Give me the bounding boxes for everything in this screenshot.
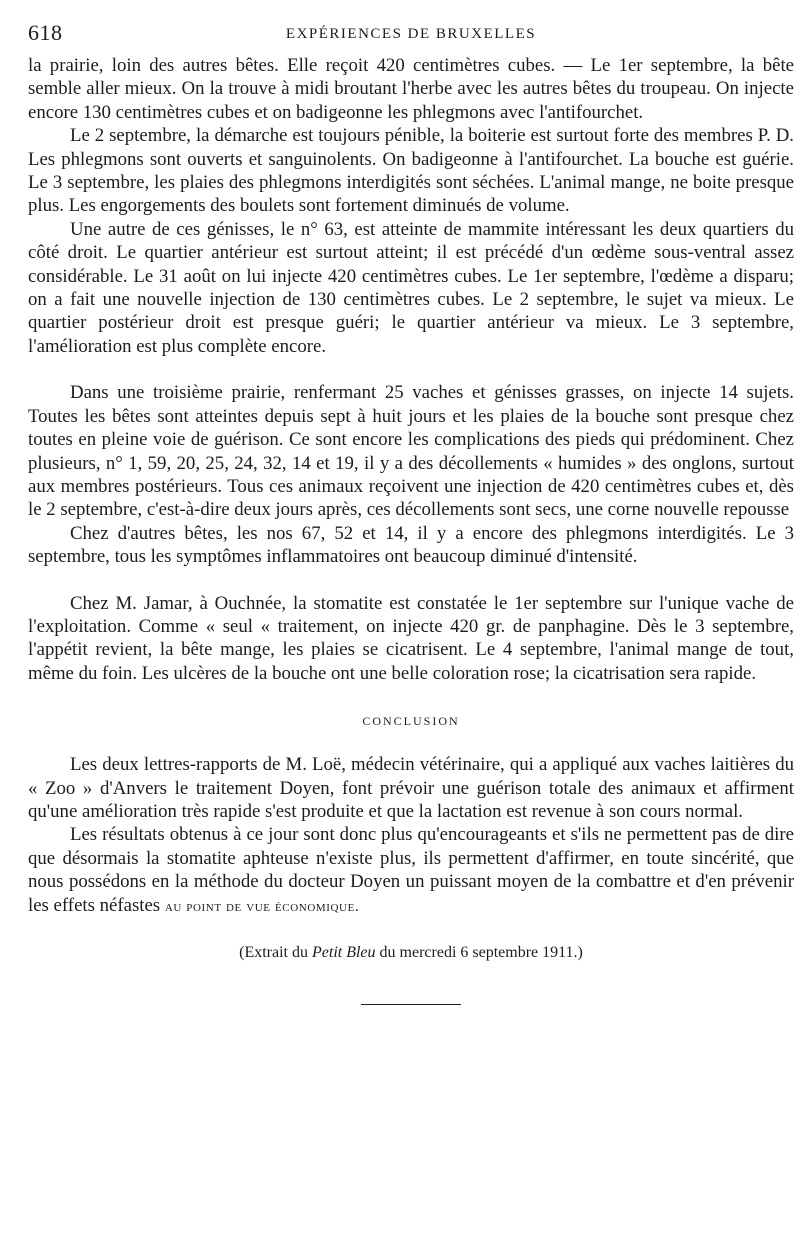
document-page	[28, 20, 794, 1005]
source-suffix: du mercredi 6 septembre 1911.)	[375, 944, 583, 961]
source-citation	[28, 941, 794, 964]
body-text	[28, 54, 794, 1005]
paragraph: Dans une troisième prairie, renfermant 25 vaches et génisses grasses, on injecte 14 sujets. Toutes les bêtes sont atteintes depuis sept à huit jours et les plaies de la bouche sont presque chez toutes en pleine voie de guérison. Ce sont encore les complications des pieds qui prédominent. Chez plusieurs, n° 1, 59, 20, 25, 24, 32, 14 et 19, il y a des décollements « humides » des onglons, surtout aux membres postérieurs. Tous ces animaux reçoivent une injection de 420 centimètres cubes et, dès le 2 septembre, c'est-à-dire deux jours après, ces décollements sont secs, une corne nouvelle repousse	[28, 382, 794, 521]
page-header	[28, 20, 794, 54]
paragraph: Chez d'autres bêtes, les nos 67, 52 et 14, il y a encore des phlegmons interdigités. Le 3 septembre, tous les symptômes inflammatoires ont beaucoup diminué d'intensité.	[28, 522, 794, 568]
paragraph: Le 2 septembre, la démarche est toujours pénible, la boiterie est surtout forte des membres P. D. Les phlegmons sont ouverts et sanguinolents. On badigeonne à l'antifourchet. La bouche est guérie. Le 3 septembre, les plaies des phlegmons interdigités sont séchées. L'animal mange, ne boite presque plus. Les engorgements des boulets sont fortement diminués de volume.	[28, 125, 794, 217]
section-title: CONCLUSION	[362, 714, 460, 729]
conclusion-paragraph	[28, 823, 794, 919]
conclusion-text: Les résultats obtenus à ce jour sont donc plus qu'encourageants et s'ils ne permettent pas de dire que désormais la stomatite aphteuse n'existe plus, ils permettent d'affirmer, en toute sincérité, que nous possédons en la méthode du docteur Doyen un puissant moyen de la combattre et d'en prévenir les effets néfastes	[28, 824, 794, 916]
source-newspaper-title: Petit Bleu	[312, 944, 376, 961]
running-head: EXPÉRIENCES DE BRUXELLES	[285, 26, 537, 42]
paragraph-continuation: la prairie, loin des autres bêtes. Elle reçoit 420 centimètres cubes. — Le 1er septembre, la bête semble aller mieux. On la trouve à midi broutant l'herbe avec les autres bêtes du troupeau. On injecte encore 130 centimètres cubes et on badigeonne les phlegmons avec l'antifourchet.	[28, 55, 794, 123]
end-rule	[361, 1004, 461, 1005]
paragraph: Une autre de ces génisses, le n° 63, est atteinte de mammite intéressant les deux quartiers du côté droit. Le quartier antérieur est surtout atteint; il est précédé d'un œdème sous-ventral assez considérable. Le 31 août on lui injecte 420 centimètres cubes. Le 1er septembre, l'œdème a disparu; on a fait une nouvelle injection de 130 centimètres cubes. Le 2 septembre, le sujet va mieux. Le quartier postérieur droit est presque guéri; le quartier antérieur va mieux. Le 3 septembre, l'amélioration est plus complète encore.	[28, 218, 794, 357]
source-prefix: (Extrait du	[239, 944, 312, 961]
paragraph: Chez M. Jamar, à Ouchnée, la stomatite est constatée le 1er septembre sur l'unique vache de l'exploitation. Comme « seul « traitement, on injecte 420 gr. de panphagine. Dès le 3 septembre, l'appétit revient, la bête mange, les plaies se cicatrisent. Le 4 septembre, l'animal mange de tout, même du foin. Les ulcères de la bouche ont une belle coloration rose; la cicatrisation sera rapide.	[28, 592, 794, 684]
page-number: 618	[28, 20, 63, 45]
conclusion-paragraph: Les deux lettres-rapports de M. Loë, médecin vétérinaire, qui a appliqué aux vaches laitières du « Zoo » d'Anvers le traitement Doyen, font prévoir une guérison totale des animaux et affirment qu'une amélioration très rapide s'est produite et que la lactation est revenue à son cours normal.	[28, 754, 794, 822]
conclusion-smallcaps-ending: au point de vue économique.	[164, 898, 360, 915]
